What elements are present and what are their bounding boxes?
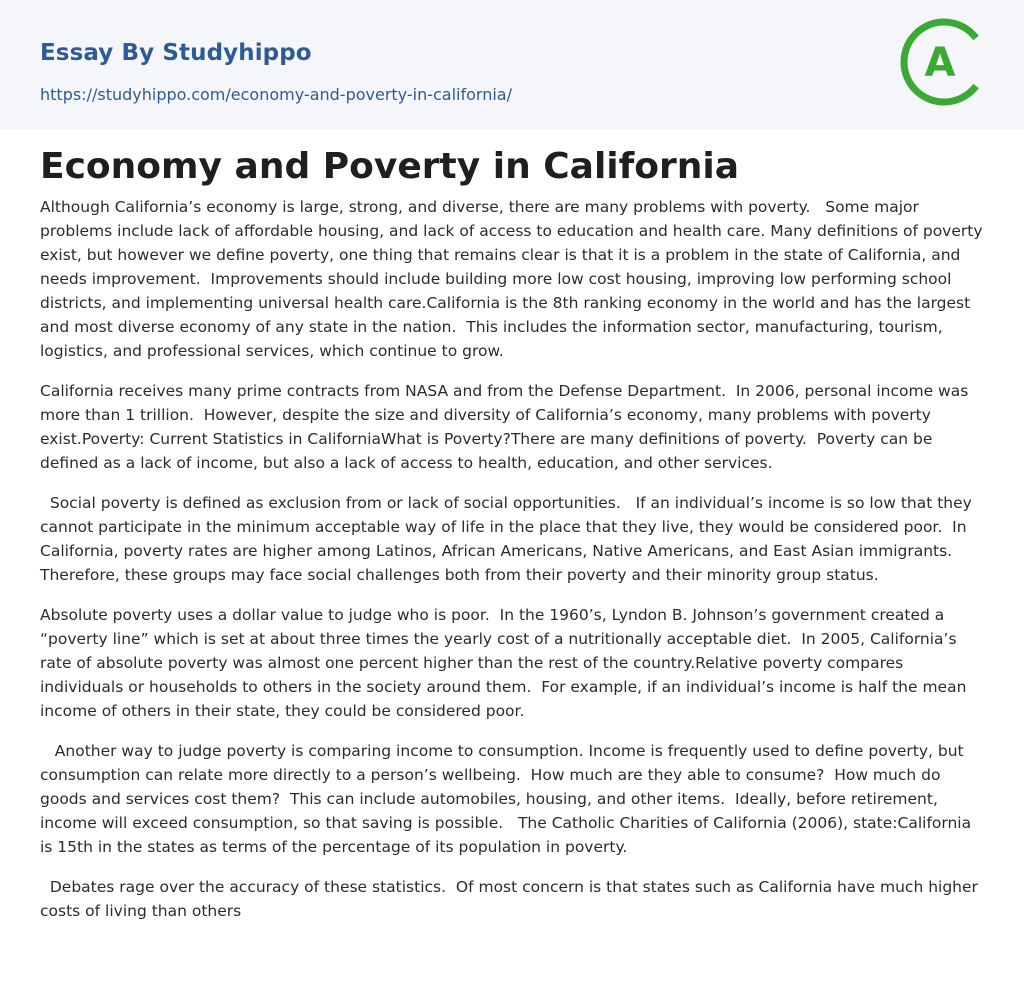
paragraph: Social poverty is defined as exclusion from or lack of social opportunities. If an individual’s income is so low that they cannot participate in the minimum acceptable way of life in the place that they live, they would be considered poor. In California, poverty rates are higher among Latinos, African Americans, Native Americans, and East Asian immigrants. Therefore, these groups may face social challenges both from their poverty and their minority group status. xyxy=(40,494,977,584)
paragraph: Debates rage over the accuracy of these statistics. Of most concern is that states such as California have much higher costs of living than others xyxy=(40,878,983,920)
essay-title: Economy and Poverty in California xyxy=(40,146,740,187)
studyhippo-logo-icon xyxy=(900,18,988,106)
paragraph: Absolute poverty uses a dollar value to judge who is poor. In the 1960’s, Lyndon B. Johnson’s government created a “poverty line” which is set at about three times the yearly cost of a nutritionally acceptable diet. In 2005, California’s rate of absolute poverty was almost one percent higher than the rest of the country.Relative poverty compares individuals or households to others in the society around them. For example, if an individual’s income is half the mean income of others in their state, they could be considered poor. xyxy=(40,606,972,720)
essay-body xyxy=(40,195,986,939)
paragraph: Although California’s economy is large, strong, and diverse, there are many problems with poverty. Some major problems include lack of affordable housing, and lack of access to education and health care. Many definitions of poverty exist, but however we define poverty, one thing that remains clear is that it is a problem in the state of California, and needs improvement. Improvements should include building more low cost housing, improving low performing school districts, and implementing universal health care.California is the 8th ranking economy in the world and has the largest and most diverse economy of any state in the nation. This includes the information sector, manufacturing, tourism, logistics, and professional services, which continue to grow. xyxy=(40,198,988,360)
brand-title: Essay By Studyhippo xyxy=(40,40,312,66)
paragraph: California receives many prime contracts from NASA and from the Defense Department. In 2006, personal income was more than 1 trillion. However, despite the size and diversity of California’s economy, many problems with poverty exist.Poverty: Current Statistics in CaliforniaWhat is Poverty?There are many definitions of poverty. Poverty can be defined as a lack of income, but also a lack of access to health, education, and other services. xyxy=(40,382,974,472)
site-header xyxy=(0,0,1024,129)
source-url-link[interactable]: https://studyhippo.com/economy-and-poverty-in-california/ xyxy=(40,85,512,104)
paragraph: Another way to judge poverty is comparing income to consumption. Income is frequently used to define poverty, but consumption can relate more directly to a person’s wellbeing. How much are they able to consume? How much do goods and services cost them? This can include automobiles, housing, and other items. Ideally, before retirement, income will exceed consumption, so that saving is possible. The Catholic Charities of California (2006), state:California is 15th in the states as terms of the percentage of its population in poverty. xyxy=(40,742,977,856)
logo-letter: A xyxy=(924,40,956,86)
